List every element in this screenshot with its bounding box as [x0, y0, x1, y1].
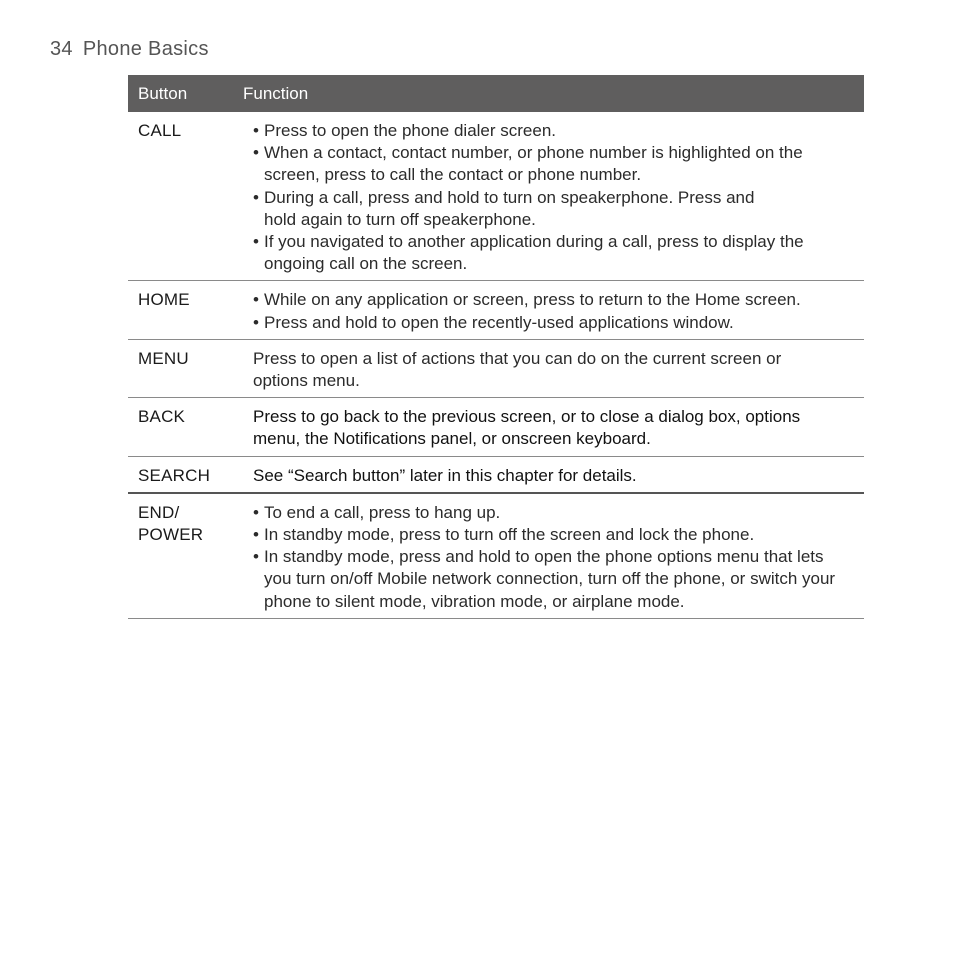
- function-description: [253, 120, 864, 275]
- bullet-item: • During a call, press and hold to turn on speakerphone. Press and hold again to turn off speakerphone.: [253, 187, 850, 231]
- button-name: CALL: [138, 121, 182, 140]
- button-name: MENU: [138, 348, 189, 368]
- table-row-search: [128, 457, 864, 494]
- page-number: 34: [50, 38, 73, 60]
- bullet-text: During a call, press and hold to turn on speakerphone. Press and hold again to turn off speakerphone.: [264, 187, 755, 229]
- section-title: Phone Basics: [82, 38, 209, 60]
- table-row-back: [128, 398, 864, 456]
- bullet-item: • Press and hold to open the recently-used applications window.: [253, 312, 850, 334]
- bullet-item: • In standby mode, press and hold to open the phone options menu that lets you turn on/off Mobile network connection, turn off the phone, or switch your phone to silent mode, vibration mode, or airplane mode.: [253, 546, 850, 613]
- bullet-text: In standby mode, press to turn off the screen and lock the phone.: [264, 525, 755, 545]
- bullet-text: To end a call, press to hang up.: [264, 502, 501, 522]
- bullet-item: • In standby mode, press to turn off the screen and lock the phone.: [253, 524, 850, 546]
- bullet-item: • To end a call, press to hang up.: [253, 502, 850, 524]
- bullet-item: • Press to open the phone dialer screen.: [253, 120, 850, 142]
- bullet-text: In standby mode, press and hold to open the phone options menu that lets you turn on/off Mobile network connection, turn off the phone, or switch your phone to silent mode, vibration mode, or airplane mode.: [264, 547, 836, 611]
- function-description: Press to open a list of actions that you can do on the current screen or options menu.: [253, 348, 782, 391]
- bullet-item: • While on any application or screen, press to return to the Home screen.: [253, 289, 850, 311]
- bullet-text: Press to open the phone dialer screen.: [264, 121, 557, 140]
- button-name: BACK: [138, 407, 186, 427]
- page-header: [50, 38, 209, 61]
- function-description: See “Search button” later in this chapter for details.: [253, 465, 637, 485]
- bullet-text: While on any application or screen, press to return to the Home screen.: [264, 290, 801, 310]
- table-row-end-power: [128, 494, 864, 619]
- table-header-row: [128, 75, 864, 112]
- column-header-function: Function: [243, 83, 309, 103]
- bullet-text: When a contact, contact number, or phone number is highlighted on the screen, press to call the contact or phone number.: [264, 143, 803, 185]
- table-row-menu: [128, 340, 864, 398]
- function-description: [253, 502, 864, 613]
- button-name: HOME: [138, 290, 190, 310]
- button-function-table: [128, 75, 864, 619]
- function-description: [253, 289, 864, 333]
- column-header-button: Button: [138, 83, 188, 103]
- function-description: Press to go back to the previous screen, or to close a dialog box, options menu, the Notifications panel, or onscreen keyboard.: [253, 407, 801, 449]
- bullet-text: If you navigated to another application during a call, press to display the ongoing call on the screen.: [264, 232, 804, 274]
- bullet-item: • When a contact, contact number, or phone number is highlighted on the screen, press to call the contact or phone number.: [253, 142, 850, 186]
- button-name: END/ POWER: [138, 502, 204, 545]
- table-row-home: [128, 281, 864, 339]
- bullet-item: • If you navigated to another application during a call, press to display the ongoing call on the screen.: [253, 231, 850, 275]
- table-row-call: [128, 112, 864, 281]
- bullet-text: Press and hold to open the recently-used applications window.: [264, 312, 734, 332]
- button-name: SEARCH: [138, 465, 211, 485]
